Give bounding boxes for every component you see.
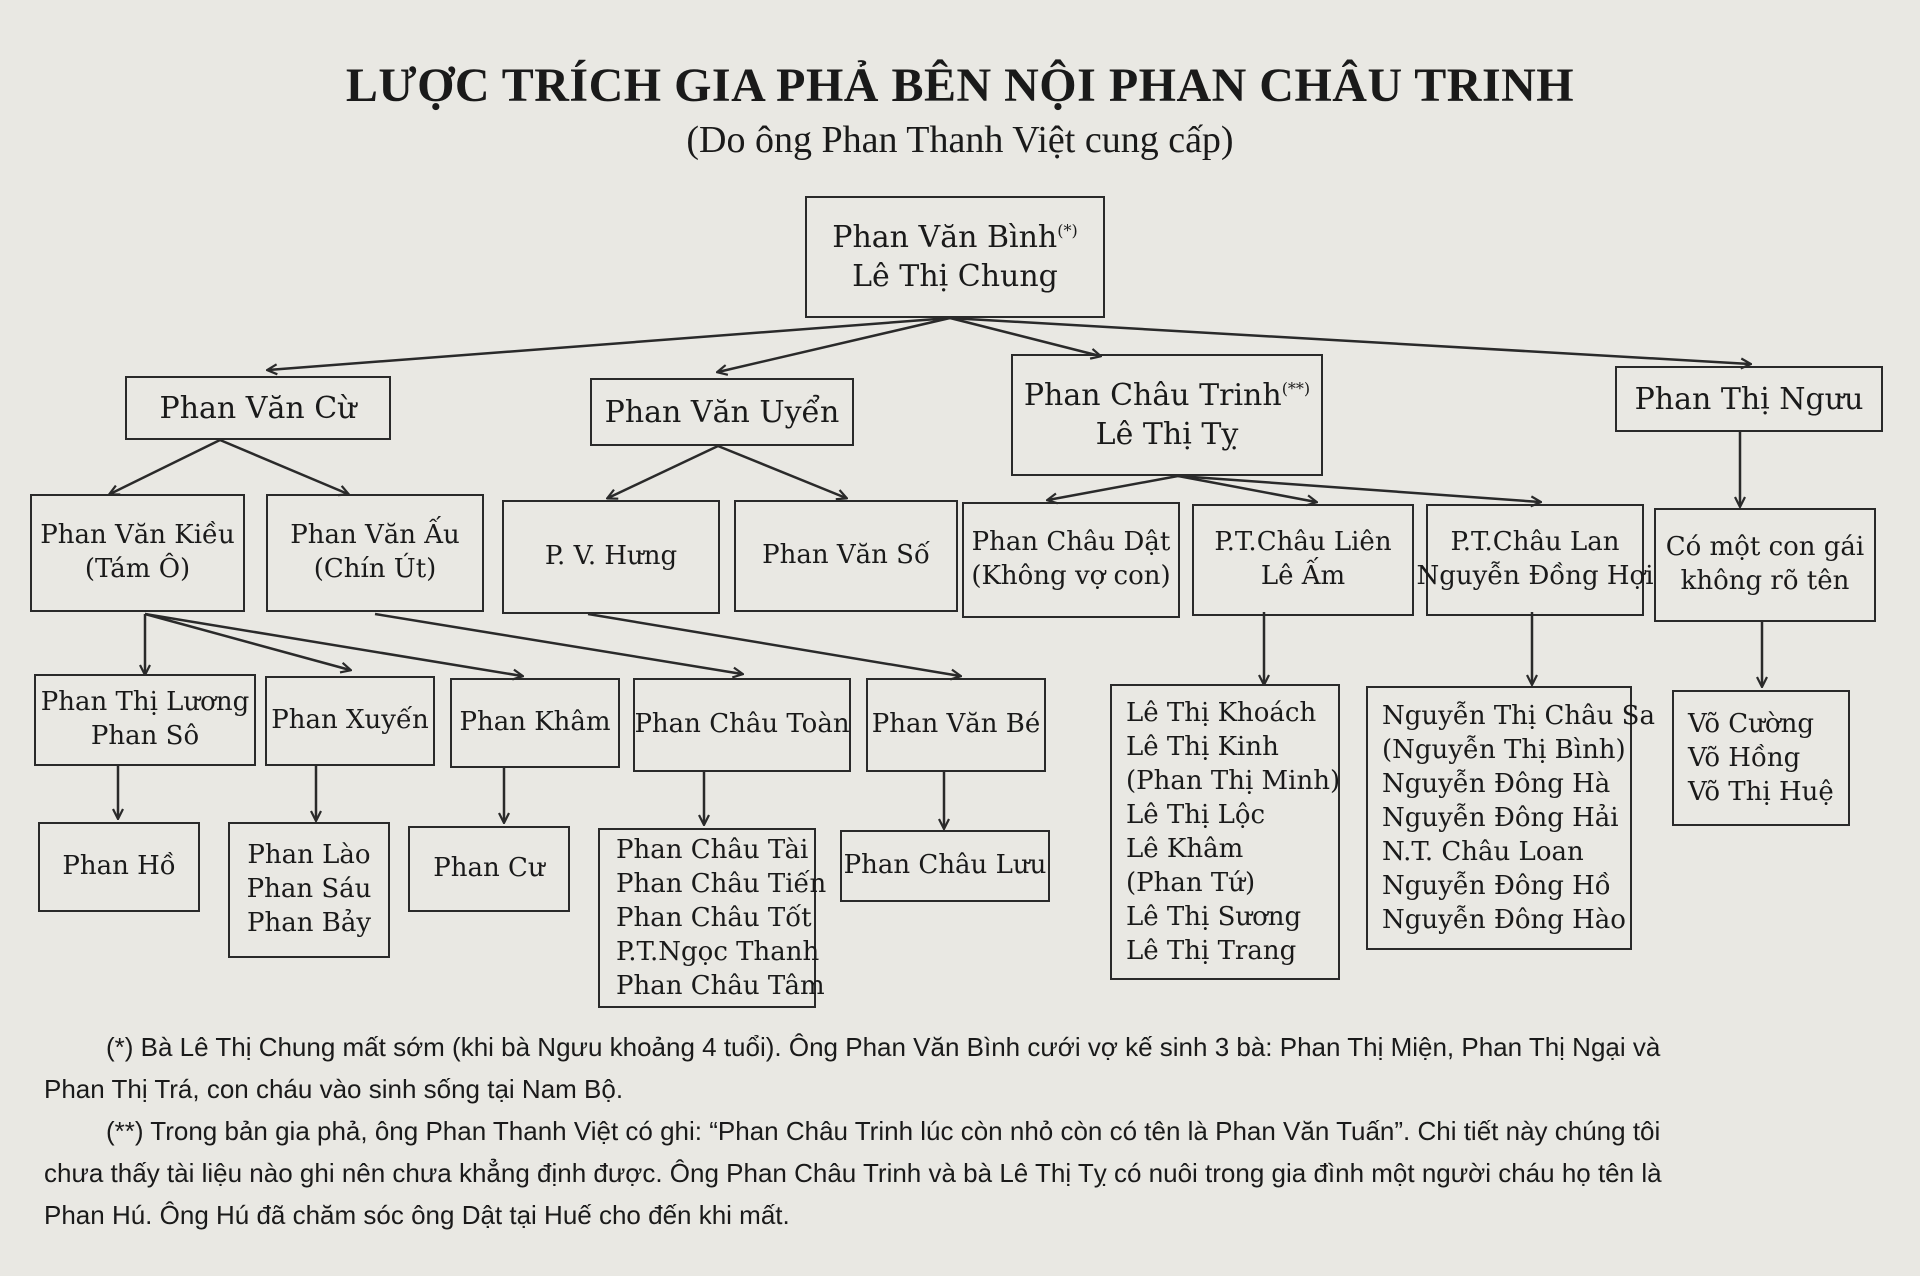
edge-root-cu (268, 318, 950, 370)
node-nguyen-tree-list: Nguyễn Thị Châu Sa (Nguyễn Thị Bình) Nguyễn Đông Hà Nguyễn Đông Hải N.T. Châu Loan Nguyễn Đông Hồ Nguyễn Đông Hào (1366, 686, 1632, 950)
node-phan-kham: Phan Khâm (450, 678, 620, 768)
node-phan-cu2: Phan Cư (408, 826, 570, 912)
edge-uyen-so (718, 446, 846, 498)
footnote-2: (**) Trong bản gia phả, ông Phan Thanh Việt có ghi: “Phan Châu Trinh lúc còn nhỏ còn có tên là Phan Văn Tuấn”. Chi tiết này chúng tôi chưa thấy tài liệu nào ghi nên chưa khẳng định được. Ông Phan Châu Trinh và bà Lê Thị Tỵ có nuôi trong gia đình một người cháu họ tên là Phan Hú. Ông Hú đã chăm sóc ông Dật tại Huế cho đến khi mất. (44, 1116, 1662, 1230)
edge-root-trinh (950, 318, 1100, 356)
node-phan-chau-trinh: Phan Châu Trinh(**) Lê Thị Tỵ (1011, 354, 1323, 476)
node-le-tree-list: Lê Thị Khoách Lê Thị Kinh (Phan Thị Minh) Lê Thị Lộc Lê Khâm (Phan Tứ) Lê Thị Sương Lê Thị Trang (1110, 684, 1340, 980)
node-vo-list: Võ Cường Võ Hồng Võ Thị Huệ (1672, 690, 1850, 826)
node-phan-van-be: Phan Văn Bé (866, 678, 1046, 772)
node-phan-lao-list: Phan Lào Phan Sáu Phan Bảy (228, 822, 390, 958)
node-phan-chau-tai-list: Phan Châu Tài Phan Châu Tiến Phan Châu Tốt P.T.Ngọc Thanh Phan Châu Tâm (598, 828, 816, 1008)
node-phan-chau-toan: Phan Châu Toàn (633, 678, 851, 772)
node-phan-thi-luong: Phan Thị Lương Phan Sô (34, 674, 256, 766)
node-phan-ho: Phan Hồ (38, 822, 200, 912)
edge-cu-kieu (110, 440, 220, 494)
edge-uyen-hung (608, 446, 718, 498)
edge-cu-au (220, 440, 348, 494)
edge-trinh-dat (1048, 476, 1178, 500)
node-root: Phan Văn Bình(*) Lê Thị Chung (805, 196, 1105, 318)
edge-trinh-lan (1178, 476, 1540, 502)
node-pv-hung: P. V. Hưng (502, 500, 720, 614)
node-phan-chau-luu: Phan Châu Lưu (840, 830, 1050, 902)
node-phan-van-uyen: Phan Văn Uyển (590, 378, 854, 446)
node-pt-chau-lan: P.T.Châu Lan Nguyễn Đồng Hợi (1426, 504, 1644, 616)
page-subtitle: (Do ông Phan Thanh Việt cung cấp) (686, 119, 1234, 161)
node-phan-van-so: Phan Văn Số (734, 500, 958, 612)
node-phan-van-cu: Phan Văn Cừ (125, 376, 391, 440)
node-phan-van-au: Phan Văn Ấu (Chín Út) (266, 494, 484, 612)
node-pt-chau-lien: P.T.Châu Liên Lê Ấm (1192, 504, 1414, 616)
page-title: LƯỢC TRÍCH GIA PHẢ BÊN NỘI PHAN CHÂU TRINH (345, 59, 1575, 112)
node-co-mot-con-gai: Có một con gái không rõ tên (1654, 508, 1876, 622)
node-phan-chau-dat: Phan Châu Dật (Không vợ con) (962, 502, 1180, 618)
node-phan-thi-nguu: Phan Thị Ngưu (1615, 366, 1883, 432)
footnote-1: (*) Bà Lê Thị Chung mất sớm (khi bà Ngưu khoảng 4 tuổi). Ông Phan Văn Bình cưới vợ kế sinh 3 bà: Phan Thị Miện, Phan Thị Ngại và Phan Thị Trá, con cháu vào sinh sống tại Nam Bộ. (44, 1032, 1661, 1104)
edge-au-toan (375, 614, 742, 674)
edge-hung-be (588, 614, 960, 676)
node-phan-van-kieu: Phan Văn Kiều (Tám Ô) (30, 494, 245, 612)
node-phan-xuyen: Phan Xuyến (265, 676, 435, 766)
